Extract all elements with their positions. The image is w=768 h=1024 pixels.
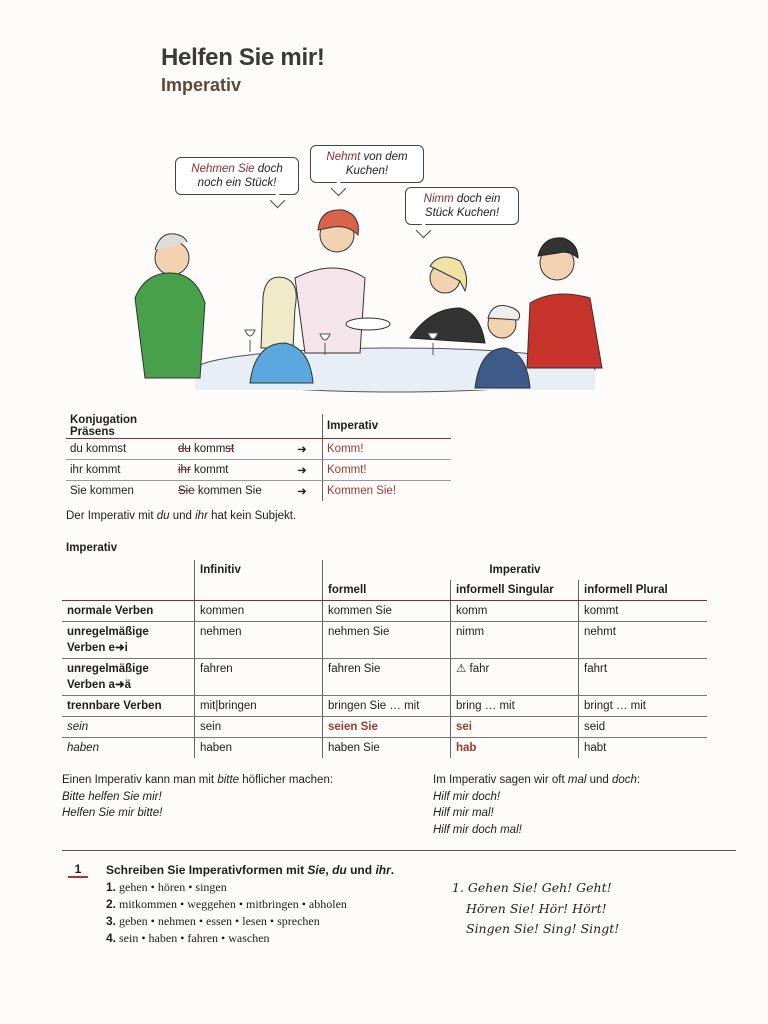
bubble-1-verb: Nehmen Sie bbox=[191, 163, 255, 175]
example-line: Bitte helfen Sie mir! bbox=[62, 790, 162, 803]
box-colon: : bbox=[636, 774, 641, 786]
exercise-item bbox=[106, 880, 227, 895]
speech-bubble-1 bbox=[175, 157, 299, 195]
mal-doch-box bbox=[433, 772, 733, 838]
conj-strike: Sie bbox=[178, 485, 195, 497]
bubble-2-verb: Nehmt bbox=[326, 151, 361, 163]
arrow-icon: ➜ bbox=[282, 460, 323, 481]
cell-formal: fahren Sie bbox=[323, 659, 451, 696]
conj-imperative: Kommt! bbox=[323, 460, 452, 481]
conj-strike-ending: st bbox=[225, 443, 235, 455]
exercise-title-text: und bbox=[346, 863, 376, 877]
exercise-item bbox=[106, 897, 347, 912]
box-text: Einen Imperativ kann man mit bbox=[62, 774, 218, 786]
row-label-line1: unregelmäßige bbox=[67, 626, 149, 638]
box-text: und bbox=[586, 774, 612, 786]
conj-row bbox=[66, 439, 451, 460]
table-row bbox=[62, 738, 707, 759]
col-informal-plural: informell Plural bbox=[579, 580, 708, 601]
conj-rest: kommen Sie bbox=[194, 485, 262, 497]
subject-note bbox=[66, 510, 296, 522]
row-label: normale Verben bbox=[62, 601, 195, 622]
exercise-title-text: Schreiben Sie Imperativformen mit bbox=[106, 863, 308, 877]
exercise-title-keyword: ihr bbox=[375, 863, 391, 877]
note-du: du bbox=[156, 510, 170, 522]
item-number: 2. bbox=[106, 897, 117, 911]
exercise-number: 1 bbox=[68, 862, 88, 878]
cell-singular: sei bbox=[451, 717, 579, 738]
conj-strike: du bbox=[178, 443, 191, 455]
speech-bubble-3 bbox=[405, 187, 519, 225]
cell-singular: hab bbox=[451, 738, 579, 759]
conj-present: du kommst bbox=[66, 439, 174, 460]
example-line: Hilf mir mal! bbox=[433, 807, 494, 819]
cell-singular bbox=[451, 659, 579, 696]
warning-triangle-icon: ⚠ bbox=[456, 663, 467, 675]
bubble-3-text: doch ein bbox=[453, 193, 501, 205]
bubble-1-text-line2: noch ein Stück! bbox=[197, 177, 277, 189]
handwritten-answer: Hören Sie! Hör! Hört! bbox=[466, 901, 607, 916]
exercise-title-keyword: Sie bbox=[307, 863, 326, 877]
cell-infinitive: kommen bbox=[195, 601, 323, 622]
cell-formal: bringen Sie … mit bbox=[323, 696, 451, 717]
cell-infinitive: sein bbox=[195, 717, 323, 738]
speech-bubble-2 bbox=[310, 145, 424, 183]
cell-formal: seien Sie bbox=[323, 717, 451, 738]
item-number: 3. bbox=[106, 914, 117, 928]
conj-header-present: Konjugation Präsens bbox=[66, 414, 174, 439]
example-line: Hilf mir doch mal! bbox=[433, 823, 522, 836]
row-label: trennbare Verben bbox=[62, 696, 195, 717]
item-text: mitkommen • weggehen • mitbringen • abholen bbox=[119, 897, 347, 911]
col-imperative-group: Imperativ bbox=[323, 560, 708, 580]
conj-rest: komm bbox=[190, 443, 226, 455]
bubble-2-text: von dem bbox=[360, 151, 408, 163]
conj-strike: ihr bbox=[178, 464, 191, 476]
conj-rest: kommt bbox=[190, 464, 229, 476]
cell-formal: haben Sie bbox=[323, 738, 451, 759]
box-text: höflicher machen: bbox=[239, 774, 334, 786]
cell-singular: nimm bbox=[451, 622, 579, 659]
item-text: sein • haben • fahren • waschen bbox=[119, 931, 270, 945]
conj-imperative: Kommen Sie! bbox=[327, 485, 397, 497]
conj-reduction bbox=[174, 439, 282, 460]
example-line: Helfen Sie mir bitte! bbox=[62, 807, 163, 819]
box-text: Im Imperativ sagen wir oft bbox=[433, 774, 568, 786]
bubble-3-text-line2: Stück Kuchen! bbox=[424, 207, 500, 219]
table-row bbox=[62, 717, 707, 738]
exercise-title bbox=[106, 863, 394, 877]
exercise-title-text: , bbox=[325, 863, 333, 877]
conjugation-table bbox=[66, 414, 451, 501]
exercise-item bbox=[106, 931, 270, 946]
cell-infinitive: nehmen bbox=[195, 622, 323, 659]
table-row bbox=[62, 622, 707, 659]
item-number: 4. bbox=[106, 931, 117, 945]
arrow-icon: ➜ bbox=[282, 481, 323, 502]
cell-plural: seid bbox=[579, 717, 708, 738]
section-divider bbox=[62, 850, 736, 851]
cell-singular: bring … mit bbox=[451, 696, 579, 717]
table-row bbox=[62, 601, 707, 622]
exercise-title-period: . bbox=[390, 863, 395, 877]
page-title: Helfen Sie mir! bbox=[161, 44, 325, 71]
page-subtitle: Imperativ bbox=[161, 75, 242, 95]
cell-formal: nehmen Sie bbox=[323, 622, 451, 659]
bubble-1-text: doch bbox=[254, 163, 283, 175]
table-row bbox=[62, 659, 707, 696]
conj-row bbox=[66, 460, 451, 481]
box-keyword: doch bbox=[611, 774, 637, 786]
cell-infinitive: fahren bbox=[195, 659, 323, 696]
note-text: hat kein Subjekt. bbox=[207, 510, 297, 522]
row-label-line1: unregelmäßige bbox=[67, 663, 149, 675]
note-ihr: ihr bbox=[195, 510, 208, 522]
exercise-item bbox=[106, 914, 320, 929]
box-keyword: mal bbox=[567, 774, 587, 786]
handwritten-answer: Singen Sie! Sing! Singt! bbox=[466, 921, 620, 936]
table-row bbox=[62, 696, 707, 717]
conj-present: Sie kommen bbox=[70, 485, 134, 497]
exercise-title-keyword: du bbox=[332, 863, 347, 877]
imperative-table-heading: Imperativ bbox=[66, 542, 118, 554]
conj-row bbox=[66, 481, 451, 502]
conj-imperative: Komm! bbox=[323, 439, 452, 460]
col-infinitive: Infinitiv bbox=[195, 560, 323, 601]
row-label-line2: Verben a➜ä bbox=[67, 679, 131, 691]
arrow-icon: ➜ bbox=[282, 439, 323, 460]
conj-header-imperative: Imperativ bbox=[323, 414, 452, 439]
cell-infinitive: mit|bringen bbox=[195, 696, 323, 717]
box-keyword: bitte bbox=[217, 774, 240, 786]
conj-reduction bbox=[174, 481, 282, 502]
row-label: haben bbox=[67, 742, 99, 754]
item-text: gehen • hören • singen bbox=[119, 880, 227, 894]
cell-formal: kommen Sie bbox=[323, 601, 451, 622]
example-line: Hilf mir doch! bbox=[433, 790, 501, 803]
note-text: Der Imperativ mit bbox=[66, 510, 157, 522]
col-informal-singular: informell Singular bbox=[451, 580, 579, 601]
cell-plural: fahrt bbox=[579, 659, 708, 696]
item-text: geben • nehmen • essen • lesen • sprechen bbox=[119, 914, 320, 928]
cell-singular-text: fahr bbox=[469, 663, 490, 675]
row-label bbox=[62, 659, 195, 696]
cell-plural: bringt … mit bbox=[579, 696, 708, 717]
imperative-table bbox=[62, 560, 707, 758]
col-formal: formell bbox=[323, 580, 451, 601]
cell-plural: nehmt bbox=[579, 622, 708, 659]
cell-plural: habt bbox=[579, 738, 708, 759]
note-text: und bbox=[169, 510, 196, 522]
row-label bbox=[62, 622, 195, 659]
cell-singular: komm bbox=[451, 601, 579, 622]
bitte-box bbox=[62, 772, 422, 822]
conj-reduction bbox=[174, 460, 282, 481]
bubble-3-verb: Nimm bbox=[423, 193, 454, 205]
bubble-2-text-line2: Kuchen! bbox=[345, 165, 389, 177]
conj-present: ihr kommt bbox=[66, 460, 174, 481]
cell-infinitive: haben bbox=[195, 738, 323, 759]
row-label: sein bbox=[62, 717, 195, 738]
row-label-line2: Verben e➜i bbox=[67, 642, 128, 654]
handwritten-answer: 1. Gehen Sie! Geh! Geht! bbox=[452, 880, 612, 895]
item-number: 1. bbox=[106, 880, 117, 894]
cell-plural: kommt bbox=[579, 601, 708, 622]
